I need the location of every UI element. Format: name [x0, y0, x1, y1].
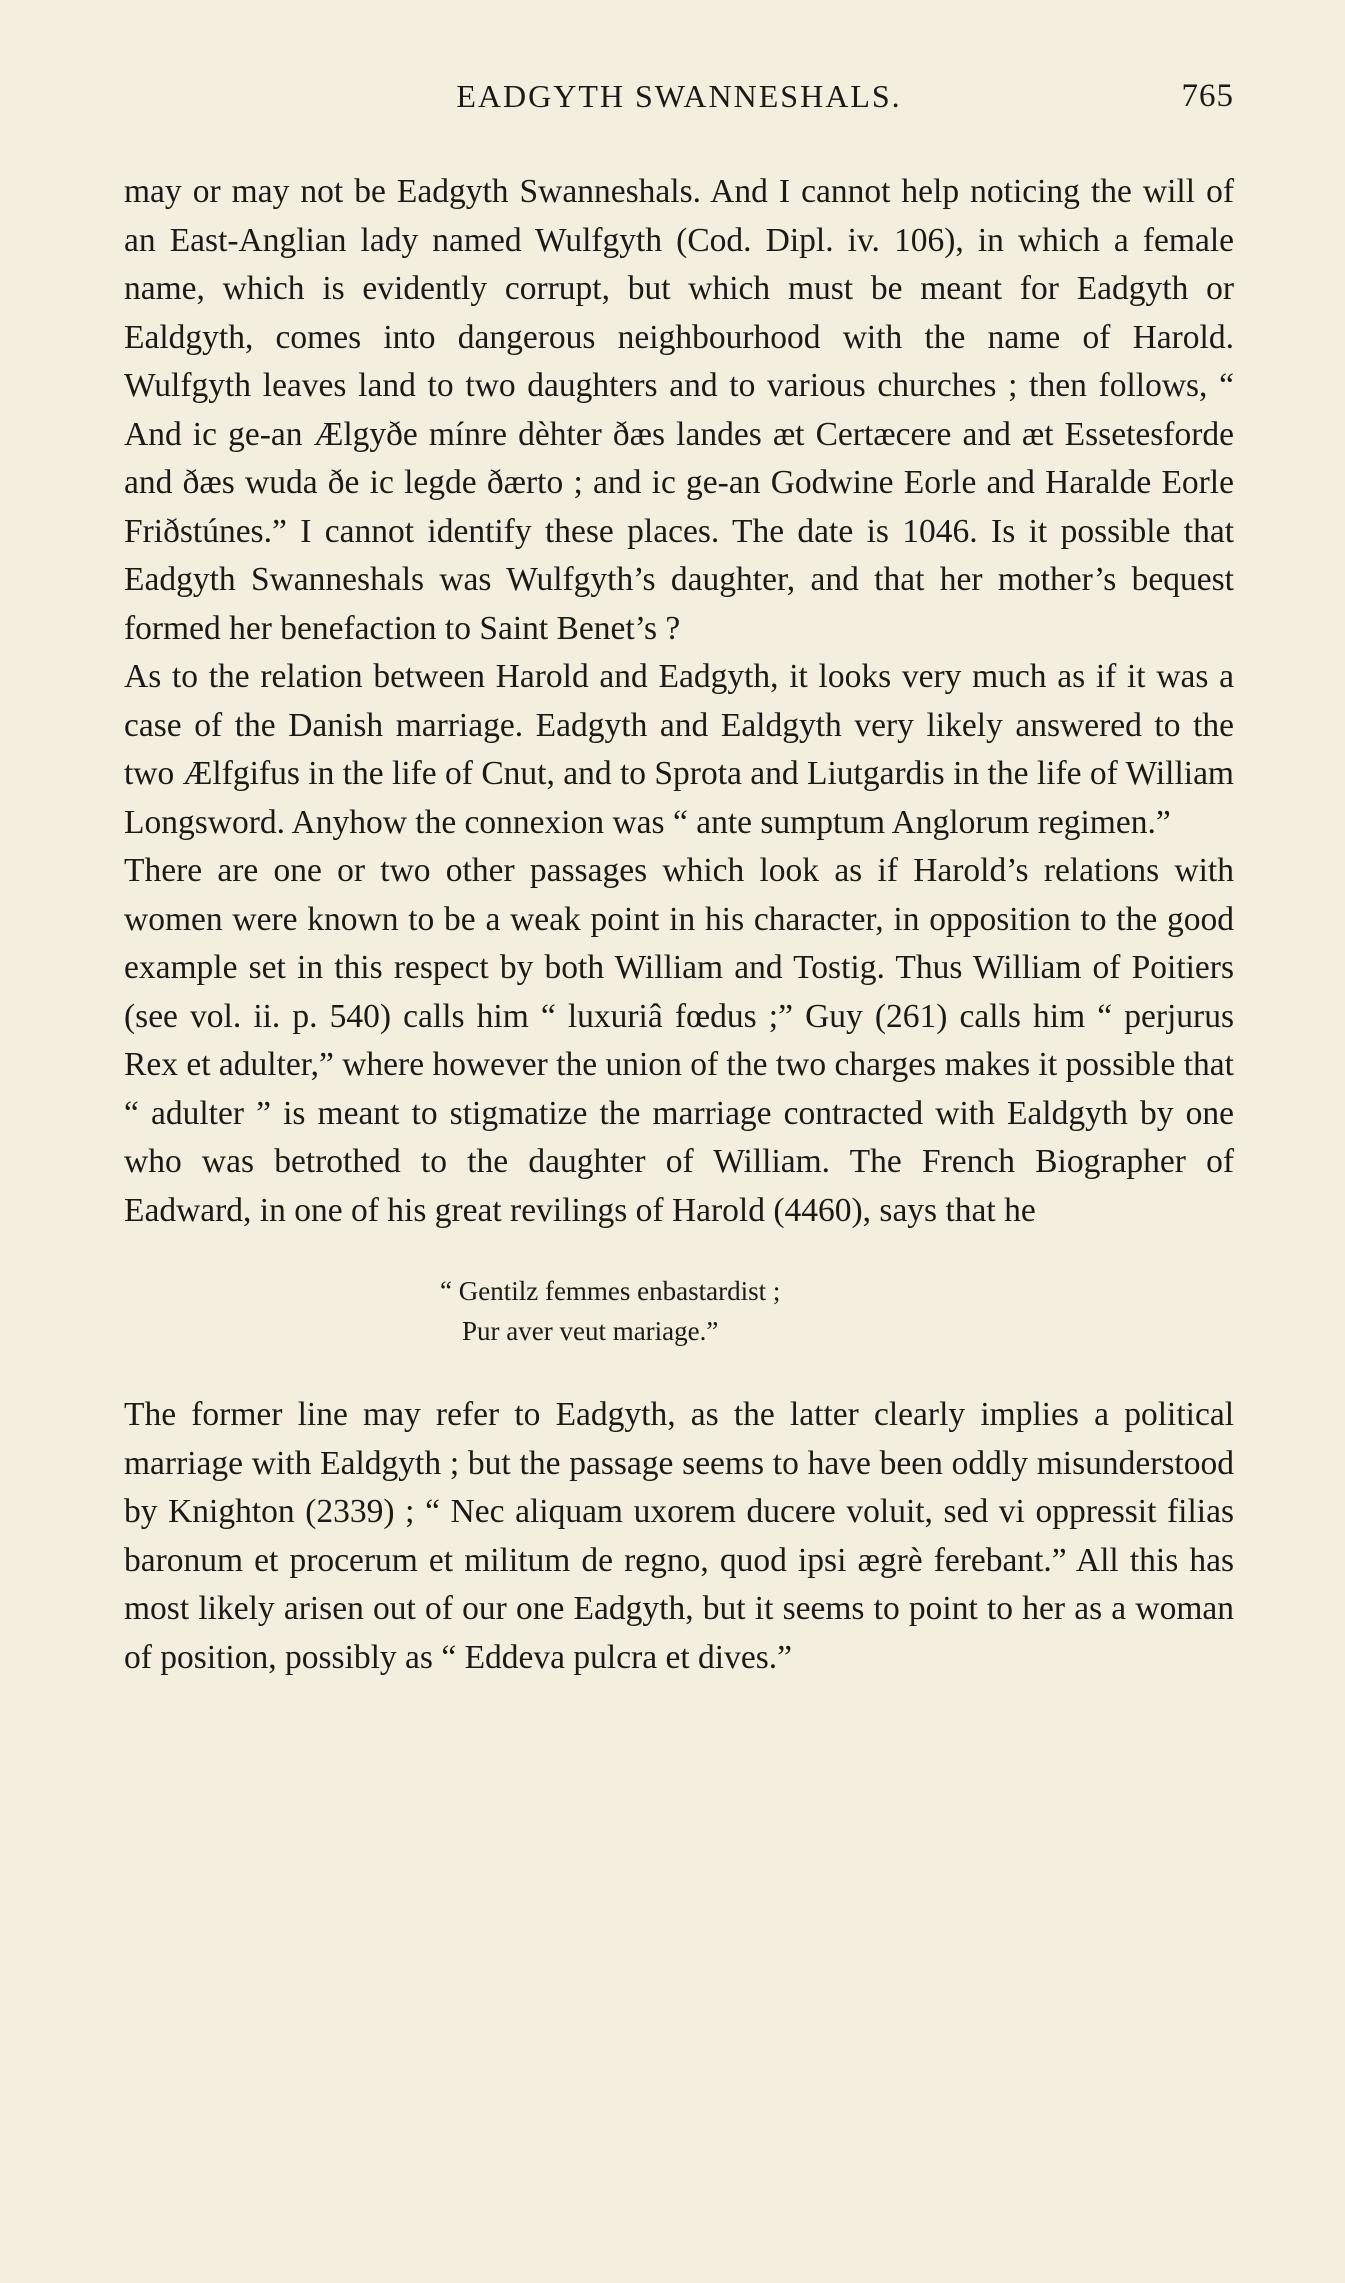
paragraph-danish-marriage: As to the relation between Harold and Eadgyth, it looks very much as if it was a case of the Danish marriage. Eadgyth and Ealdgyth very likely answered to the two Ælfgifus in the life of Cnut, and to Sprota and Liutgardis in the life of William Longsword. Anyhow the connexion was “ ante sumptum Anglorum regimen.”: [124, 658, 1234, 841]
page-number: 765: [1181, 78, 1234, 114]
running-title: EADGYTH SWANNESHALS.: [456, 78, 902, 114]
verse-line-2: Pur aver veut mariage.”: [462, 1316, 719, 1346]
page-body: [124, 168, 1234, 1682]
paragraph-closing: The former line may refer to Eadgyth, as the latter clearly implies a political marriage with Ealdgyth ; but the passage seems to have been oddly misunderstood by Knighton (2339) ; “ Nec aliquam uxorem ducere voluit, sed vi oppressit filias baronum et procerum et militum de regno, quod ipsi ægrè ferebant.” All this has most likely arisen out of our one Eadgyth, but it seems to point to her as a woman of position, possibly as “ Eddeva pulcra et dives.”: [124, 1396, 1234, 1676]
verse-line-1: “ Gentilz femmes enbastardist ;: [440, 1276, 781, 1306]
paragraph-wulfgyth-will: may or may not be Eadgyth Swanneshals. And I cannot help noticing the will of an East-Anglian lady named Wulfgyth (Cod. Dipl. iv. 106), in which a female name, which is evidently corrupt, but which must be meant for Eadgyth or Ealdgyth, comes into dangerous neighbourhood with the name of Harold. Wulfgyth leaves land to two daughters and to various churches ; then follows, “ And ic ge-an Ælgyðe mínre dèhter ðæs landes æt Certæcere and æt Essetesforde and ðæs wuda ðe ic legde ðærto ; and ic ge-an Godwine Eorle and Haralde Eorle Friðstúnes.” I cannot identify these places. The date is 1046. Is it possible that Eadgyth Swanneshals was Wulfgyth’s daughter, and that her mother’s bequest formed her benefaction to Saint Benet’s ?: [124, 173, 1234, 647]
paragraph-harold-character: There are one or two other passages which look as if Harold’s relations with women were known to be a weak point in his character, in opposition to the good example set in this respect by both William and Tostig. Thus William of Poitiers (see vol. ii. p. 540) calls him “ luxuriâ fœdus ;” Guy (261) calls him “ perjurus Rex et adulter,” where however the union of the two charges makes it possible that “ adulter ” is meant to stigmatize the marriage contracted with Ealdgyth by one who was betrothed to the daughter of William. The French Biographer of Eadward, in one of his great revilings of Harold (4460), says that he: [124, 852, 1234, 1229]
verse-quotation: [124, 1235, 1234, 1391]
running-head: [124, 78, 1234, 118]
